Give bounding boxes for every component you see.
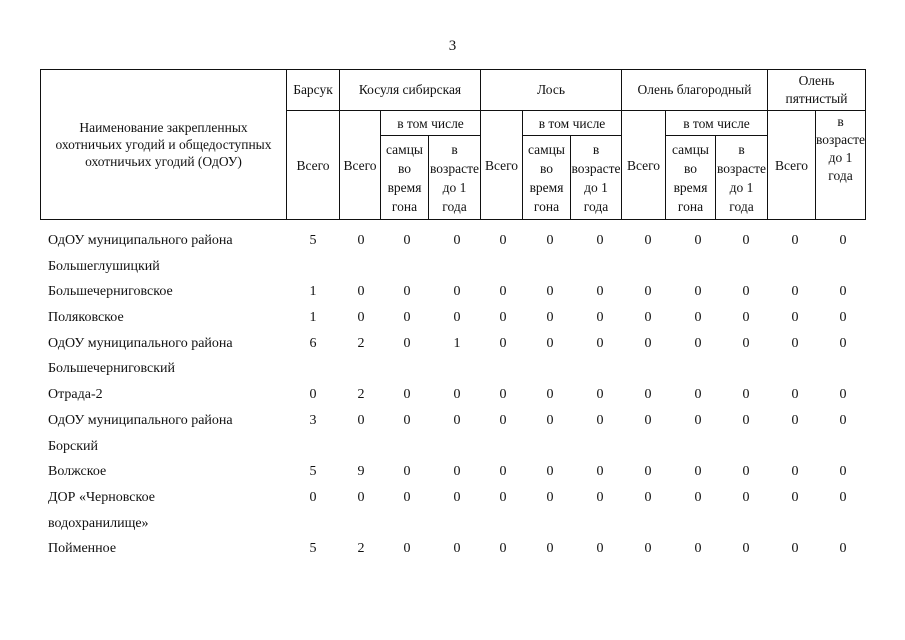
row-value: 0 — [742, 335, 750, 351]
row-value: 0 — [694, 233, 702, 248]
row-value: 0 — [791, 284, 799, 300]
row-value: 0 — [742, 233, 750, 248]
row-value: 0 — [499, 412, 507, 428]
row-value: 0 — [546, 489, 554, 505]
row-value: 0 — [546, 335, 554, 351]
row-value: 0 — [499, 310, 507, 326]
header-species: Олень пятнистый — [768, 70, 866, 111]
row-value: 0 — [309, 489, 317, 505]
row-value: 0 — [644, 310, 652, 326]
row-value: 0 — [546, 412, 554, 428]
row-value: 0 — [453, 387, 461, 403]
row-value: 0 — [791, 335, 799, 351]
row-name: водохранилище» — [48, 515, 149, 531]
row-name: ОдОУ муниципального района — [48, 233, 233, 248]
row-value: 0 — [403, 541, 411, 557]
header-name-column: Наименование закрепленных охотничьих угодий и общедоступных охотничьих угодий (ОдОУ) — [41, 70, 287, 220]
row-value: 0 — [596, 233, 604, 248]
row-value: 0 — [403, 489, 411, 505]
row-value: 0 — [357, 412, 365, 428]
row-value: 0 — [791, 310, 799, 326]
header-total: Всего — [287, 111, 340, 220]
row-name: Большечерниговский — [48, 361, 176, 377]
table-row — [40, 513, 868, 539]
row-value: 0 — [499, 335, 507, 351]
table-row — [40, 487, 868, 513]
row-value: 0 — [694, 310, 702, 326]
row-value: 0 — [644, 541, 652, 557]
row-value: 0 — [839, 464, 847, 480]
row-value: 3 — [309, 412, 317, 428]
row-value: 0 — [453, 233, 461, 248]
table-row — [40, 384, 868, 410]
row-value: 0 — [694, 412, 702, 428]
header-young: в возрасте до 1 года — [429, 136, 481, 220]
table-body — [40, 230, 868, 564]
row-name: ОдОУ муниципального района — [48, 335, 233, 351]
header-including: в том числе — [523, 111, 622, 136]
table-row — [40, 256, 868, 282]
row-value: 0 — [596, 412, 604, 428]
row-value: 0 — [596, 310, 604, 326]
row-name: Отрада-2 — [48, 387, 103, 403]
row-value: 0 — [644, 233, 652, 248]
row-value: 0 — [694, 284, 702, 300]
row-value: 0 — [644, 387, 652, 403]
row-value: 0 — [546, 387, 554, 403]
row-value: 0 — [791, 541, 799, 557]
row-value: 0 — [357, 489, 365, 505]
table-row — [40, 333, 868, 359]
table-row — [40, 230, 868, 256]
row-value: 0 — [499, 489, 507, 505]
row-value: 0 — [694, 489, 702, 505]
row-value: 0 — [596, 387, 604, 403]
row-value: 0 — [453, 412, 461, 428]
row-value: 0 — [839, 489, 847, 505]
header-including: в том числе — [381, 111, 481, 136]
row-value: 0 — [742, 310, 750, 326]
row-value: 0 — [453, 541, 461, 557]
header-males: самцы во время гона — [666, 136, 716, 220]
header-including: в том числе — [666, 111, 768, 136]
row-value: 0 — [694, 541, 702, 557]
row-value: 0 — [839, 284, 847, 300]
row-name: Большеглушицкий — [48, 258, 160, 274]
row-value: 0 — [839, 310, 847, 326]
row-value: 0 — [791, 233, 799, 248]
row-name: Борский — [48, 438, 99, 454]
row-value: 0 — [499, 233, 507, 248]
row-value: 1 — [309, 284, 317, 300]
row-name: Пойменное — [48, 541, 117, 557]
row-value: 6 — [309, 335, 317, 351]
row-value: 0 — [694, 335, 702, 351]
row-value: 0 — [839, 387, 847, 403]
row-name: Большечерниговское — [48, 284, 173, 300]
row-value: 0 — [791, 489, 799, 505]
row-value: 0 — [742, 412, 750, 428]
row-value: 0 — [546, 464, 554, 480]
row-name: ОдОУ муниципального района — [48, 412, 233, 428]
row-value: 0 — [596, 335, 604, 351]
table-row — [40, 410, 868, 436]
row-value: 5 — [309, 464, 317, 480]
row-value: 0 — [546, 541, 554, 557]
row-value: 0 — [546, 310, 554, 326]
table-row — [40, 281, 868, 307]
row-value: 0 — [357, 284, 365, 300]
row-value: 0 — [499, 464, 507, 480]
row-value: 0 — [791, 412, 799, 428]
row-value: 5 — [309, 541, 317, 557]
header-total: Всего — [340, 111, 381, 220]
page-number: 3 — [448, 38, 457, 54]
header-species: Лось — [481, 70, 622, 111]
row-value: 0 — [694, 464, 702, 480]
row-value: 0 — [403, 387, 411, 403]
row-value: 0 — [644, 335, 652, 351]
row-value: 2 — [357, 541, 365, 557]
row-value: 0 — [453, 489, 461, 505]
row-value: 2 — [357, 387, 365, 403]
row-value: 0 — [742, 489, 750, 505]
table-row — [40, 358, 868, 384]
row-value: 0 — [403, 284, 411, 300]
row-value: 0 — [742, 464, 750, 480]
row-value: 0 — [453, 464, 461, 480]
header-young: в возрасте до 1 года — [716, 136, 768, 220]
row-value: 0 — [644, 412, 652, 428]
row-value: 0 — [596, 464, 604, 480]
row-value: 0 — [499, 284, 507, 300]
row-value: 0 — [403, 335, 411, 351]
row-value: 0 — [839, 335, 847, 351]
row-value: 0 — [791, 387, 799, 403]
row-value: 0 — [403, 310, 411, 326]
header-species: Барсук — [287, 70, 340, 111]
table-row — [40, 461, 868, 487]
row-value: 0 — [839, 541, 847, 557]
row-value: 0 — [839, 233, 847, 248]
table-row — [40, 538, 868, 564]
row-value: 0 — [742, 284, 750, 300]
row-value: 0 — [742, 387, 750, 403]
row-value: 0 — [644, 464, 652, 480]
row-value: 2 — [357, 335, 365, 351]
table-row — [40, 307, 868, 333]
header-total: Всего — [481, 111, 523, 220]
table-row — [40, 436, 868, 462]
row-name: Поляковское — [48, 310, 124, 326]
header-young: в возрасте до 1 года — [571, 136, 622, 220]
row-value: 1 — [453, 335, 461, 351]
row-value: 9 — [357, 464, 365, 480]
header-species: Олень благородный — [622, 70, 768, 111]
row-value: 0 — [403, 464, 411, 480]
row-value: 0 — [644, 489, 652, 505]
row-value: 0 — [403, 412, 411, 428]
row-value: 0 — [453, 284, 461, 300]
row-value: 0 — [499, 387, 507, 403]
table-header — [40, 69, 866, 220]
header-total: Всего — [622, 111, 666, 220]
row-value: 0 — [403, 233, 411, 248]
row-value: 0 — [839, 412, 847, 428]
header-young: в возрасте до 1 года — [816, 111, 866, 220]
row-value: 0 — [596, 541, 604, 557]
row-value: 0 — [742, 541, 750, 557]
row-value: 0 — [694, 387, 702, 403]
row-value: 1 — [309, 310, 317, 326]
header-total: Всего — [768, 111, 816, 220]
row-value: 0 — [596, 489, 604, 505]
row-name: ДОР «Черновское — [48, 489, 155, 505]
row-value: 0 — [453, 310, 461, 326]
row-value: 0 — [546, 233, 554, 248]
header-males: самцы во время гона — [381, 136, 429, 220]
header-males: самцы во время гона — [523, 136, 571, 220]
row-value: 0 — [499, 541, 507, 557]
row-value: 0 — [309, 387, 317, 403]
row-value: 5 — [309, 233, 317, 248]
row-value: 0 — [791, 464, 799, 480]
row-value: 0 — [357, 233, 365, 248]
row-value: 0 — [644, 284, 652, 300]
row-value: 0 — [596, 284, 604, 300]
row-value: 0 — [357, 310, 365, 326]
header-species: Косуля сибирская — [340, 70, 481, 111]
row-name: Волжское — [48, 464, 107, 480]
row-value: 0 — [546, 284, 554, 300]
